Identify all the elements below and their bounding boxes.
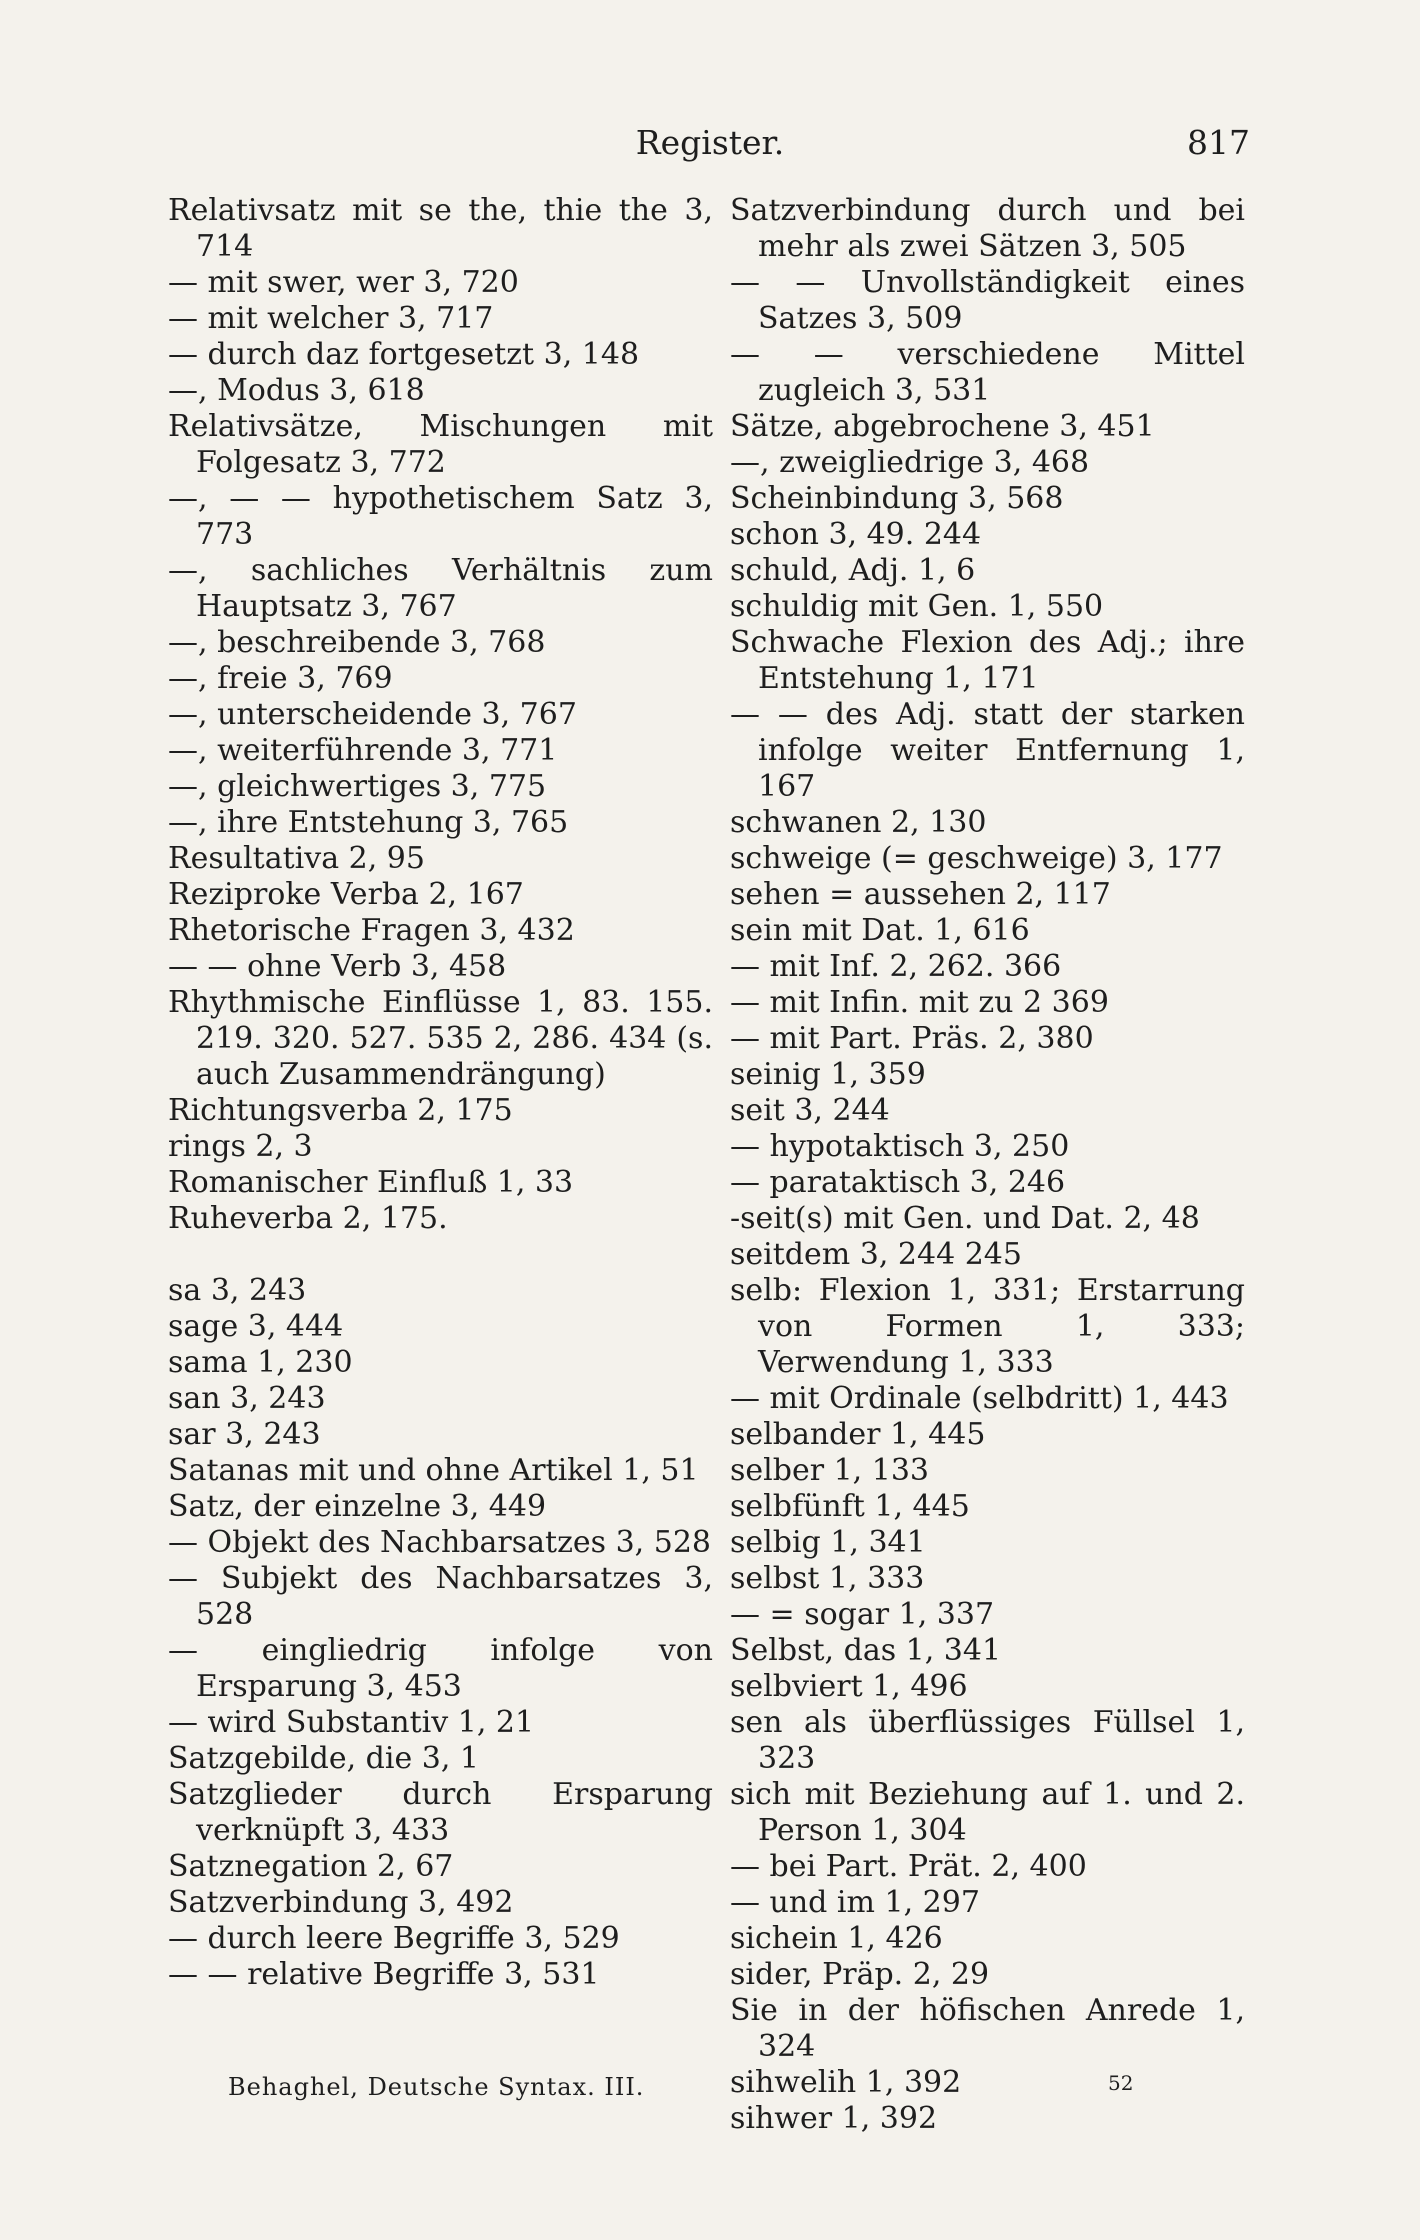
index-entry: sar 3, 243 — [168, 1417, 321, 1452]
index-entry: — bei Part. Prät. 2, 400 — [730, 1849, 1087, 1884]
index-entry: Rhythmische Einflüsse 1, 83. 155. 219. 320. 527. 535 2, 286. 434 (s. auch Zusammendrängung) — [168, 985, 713, 1092]
index-entry: — durch daz fortgesetzt 3, 148 — [168, 337, 640, 372]
index-entry: Satzgebilde, die 3, 1 — [168, 1741, 480, 1776]
index-entry: — wird Substantiv 1, 21 — [168, 1705, 535, 1740]
index-entry: — mit Ordinale (selbdritt) 1, 443 — [730, 1381, 1229, 1416]
index-entry: sa 3, 243 — [168, 1273, 307, 1308]
header-title: Register. — [635, 123, 785, 162]
index-entry: Satzverbindung 3, 492 — [168, 1885, 514, 1920]
index-entry: —, ihre Entstehung 3, 765 — [168, 805, 569, 840]
index-column-right — [730, 193, 1245, 2137]
index-entry: —, zweigliedrige 3, 468 — [730, 445, 1090, 480]
index-entry: sider, Präp. 2, 29 — [730, 1957, 990, 1992]
index-entry: schuldig mit Gen. 1, 550 — [730, 589, 1104, 624]
index-entry: selbviert 1, 496 — [730, 1669, 968, 1704]
index-entry: —, — — hypothetischem Satz 3, 773 — [168, 481, 713, 552]
index-entry: sihwer 1, 392 — [730, 2101, 938, 2136]
index-entry: — hypotaktisch 3, 250 — [730, 1129, 1070, 1164]
index-entry: selbig 1, 341 — [730, 1525, 926, 1560]
index-entry: seit 3, 244 — [730, 1093, 890, 1128]
index-entry: schuld, Adj. 1, 6 — [730, 553, 976, 588]
index-entry: Romanischer Einfluß 1, 33 — [168, 1165, 574, 1200]
running-header — [0, 118, 1420, 168]
index-entry: —, Modus 3, 618 — [168, 373, 425, 408]
index-entry: — mit Infin. mit zu 2 369 — [730, 985, 1109, 1020]
footer — [228, 2069, 1228, 2105]
index-entry: Sie in der höfischen Anrede 1, 324 — [730, 1993, 1245, 2064]
index-entry: Relativsatz mit se the, thie the 3, 714 — [168, 193, 713, 264]
index-entry: Satznegation 2, 67 — [168, 1849, 454, 1884]
index-entry: — durch leere Begriffe 3, 529 — [168, 1921, 620, 1956]
index-entry: — — Unvollständigkeit eines Satzes 3, 509 — [730, 265, 1245, 336]
index-entry: Ruheverba 2, 175. — [168, 1201, 448, 1236]
index-entry: sen als überflüssiges Füllsel 1, 323 — [730, 1705, 1245, 1776]
index-entry: sich mit Beziehung auf 1. und 2. Person 1, 304 — [730, 1777, 1245, 1848]
index-entry: Scheinbindung 3, 568 — [730, 481, 1064, 516]
index-entry: schon 3, 49. 244 — [730, 517, 982, 552]
index-entry: Satz, der einzelne 3, 449 — [168, 1489, 547, 1524]
index-entry: — mit Inf. 2, 262. 366 — [730, 949, 1062, 984]
index-entry: sichein 1, 426 — [730, 1921, 943, 1956]
index-entry: — mit welcher 3, 717 — [168, 301, 494, 336]
index-entry: Schwache Flexion des Adj.; ihre Entstehung 1, 171 — [730, 625, 1245, 696]
index-entry: — eingliedrig infolge von Ersparung 3, 453 — [168, 1633, 713, 1704]
index-entry: —, freie 3, 769 — [168, 661, 393, 696]
index-entry: — Subjekt des Nachbarsatzes 3, 528 — [168, 1561, 713, 1632]
index-entry: selber 1, 133 — [730, 1453, 929, 1488]
page-number: 817 — [1187, 123, 1250, 162]
section-gap — [168, 1237, 713, 1273]
index-entry: selbst 1, 333 — [730, 1561, 925, 1596]
index-entry: Satzverbindung durch und bei mehr als zwei Sätzen 3, 505 — [730, 193, 1245, 264]
footer-source: Behaghel, Deutsche Syntax. III. — [228, 2073, 645, 2101]
sheet-signature: 52 — [1108, 2071, 1134, 2095]
index-entry: — und im 1, 297 — [730, 1885, 980, 1920]
index-entry: selb: Flexion 1, 331; Erstarrung von Formen 1, 333; Verwendung 1, 333 — [730, 1273, 1245, 1380]
index-entry: — mit Part. Präs. 2, 380 — [730, 1021, 1094, 1056]
index-entry: selbander 1, 445 — [730, 1417, 986, 1452]
index-entry: —, gleichwertiges 3, 775 — [168, 769, 547, 804]
index-entry: Sätze, abgebrochene 3, 451 — [730, 409, 1155, 444]
index-entry: — — verschiedene Mittel zugleich 3, 531 — [730, 337, 1245, 408]
index-entry: schwanen 2, 130 — [730, 805, 987, 840]
index-entry: san 3, 243 — [168, 1381, 326, 1416]
index-entry: —, sachliches Verhältnis zum Hauptsatz 3, 767 — [168, 553, 713, 624]
index-entry: sehen = aussehen 2, 117 — [730, 877, 1111, 912]
index-entry: rings 2, 3 — [168, 1129, 313, 1164]
index-entry: seitdem 3, 244 245 — [730, 1237, 1022, 1272]
index-entry: Relativsätze, Mischungen mit Folgesatz 3, 772 — [168, 409, 713, 480]
index-entry: — — ohne Verb 3, 458 — [168, 949, 507, 984]
index-entry: sihwelih 1, 392 — [730, 2065, 962, 2100]
index-entry: seinig 1, 359 — [730, 1057, 926, 1092]
index-entry: Satanas mit und ohne Artikel 1, 51 — [168, 1453, 699, 1488]
index-entry: — — relative Begriffe 3, 531 — [168, 1957, 600, 1992]
index-entry: -seit(s) mit Gen. und Dat. 2, 48 — [730, 1201, 1200, 1236]
index-entry: — = sogar 1, 337 — [730, 1597, 995, 1632]
index-entry: sage 3, 444 — [168, 1309, 344, 1344]
index-entry: Richtungsverba 2, 175 — [168, 1093, 513, 1128]
index-entry: — mit swer, wer 3, 720 — [168, 265, 519, 300]
index-entry: —, unterscheidende 3, 767 — [168, 697, 577, 732]
index-entry: schweige (= geschweige) 3, 177 — [730, 841, 1223, 876]
index-entry: Selbst, das 1, 341 — [730, 1633, 1002, 1668]
index-entry: — parataktisch 3, 246 — [730, 1165, 1066, 1200]
index-entry: Satzglieder durch Ersparung verknüpft 3, 433 — [168, 1777, 713, 1848]
index-entry: selbfünft 1, 445 — [730, 1489, 970, 1524]
index-entry: Resultativa 2, 95 — [168, 841, 425, 876]
index-entry: sein mit Dat. 1, 616 — [730, 913, 1030, 948]
index-column-left — [168, 193, 713, 1993]
index-entry: — Objekt des Nachbarsatzes 3, 528 — [168, 1525, 711, 1560]
index-entry: sama 1, 230 — [168, 1345, 353, 1380]
index-entry: Rhetorische Fragen 3, 432 — [168, 913, 575, 948]
index-entry: —, weiterführende 3, 771 — [168, 733, 558, 768]
index-entry: Reziproke Verba 2, 167 — [168, 877, 524, 912]
index-entry: — — des Adj. statt der starken infolge weiter Entfernung 1, 167 — [730, 697, 1245, 804]
index-entry: —, beschreibende 3, 768 — [168, 625, 546, 660]
